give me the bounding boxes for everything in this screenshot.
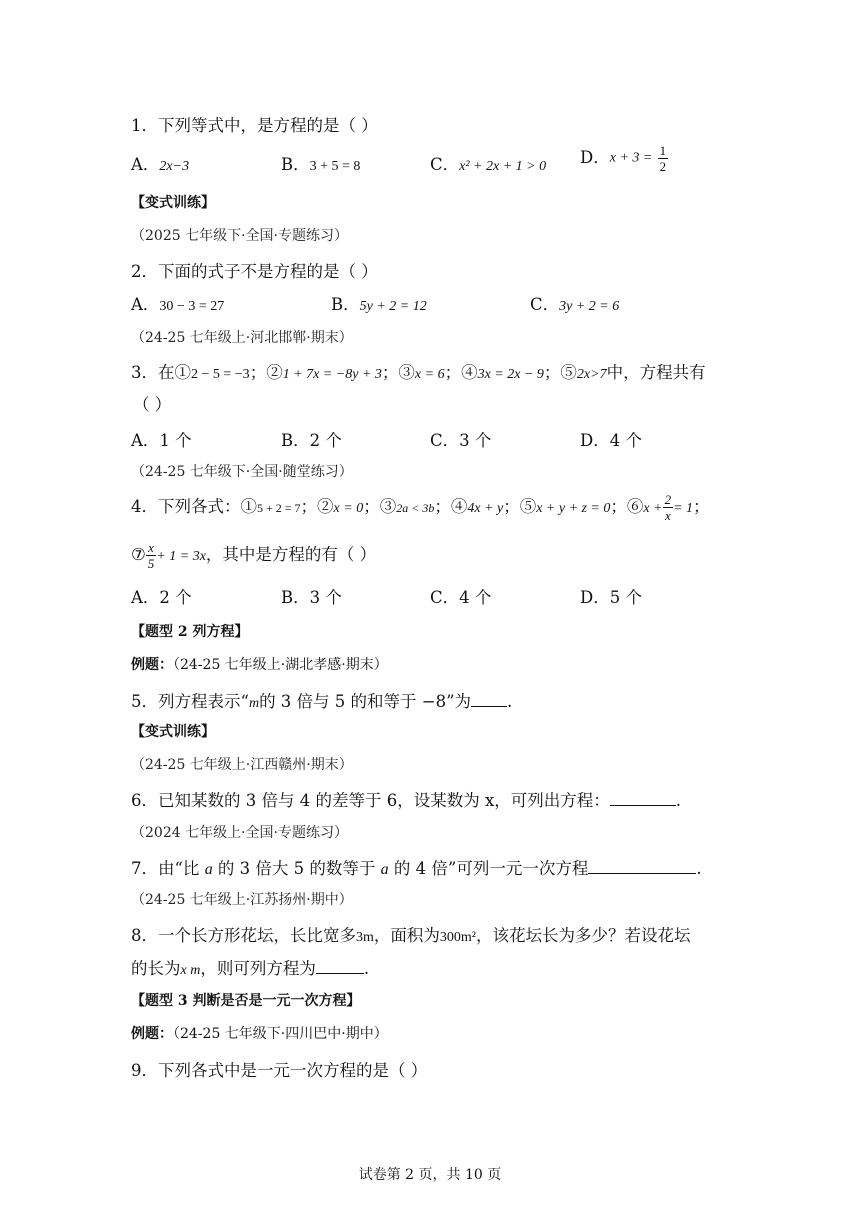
q6-answer-blank[interactable] (610, 791, 676, 806)
q1-stem: 1．下列等式中，是方程的是（ ） (131, 116, 378, 135)
q9-stem: 9．下列各式中是一元一次方程的是（ ） (131, 1061, 428, 1080)
type2-heading: 【题型 2 列方程】 (131, 624, 249, 640)
q1-option-b: B．3 + 5 = 8 (281, 155, 361, 174)
q4-source: （24-25 七年级下·全国·随堂练习） (131, 464, 353, 480)
q3-stem: 3．在①2 − 5 = −3；②1 + 7x = −8y + 3；③x = 6；④3x = 2x − 9；⑤2x>7中，方程共有 (131, 363, 706, 382)
q2-option-b: B．5y + 2 = 12 (331, 295, 427, 314)
q4-option-d: D．5 个 (580, 588, 642, 607)
page-footer: 试卷第 2 页，共 10 页 (358, 1167, 502, 1183)
variant-heading-1: 【变式训练】 (131, 195, 215, 211)
q3-option-d: D．4 个 (580, 431, 642, 450)
q6-source: （24-25 七年级上·江西赣州·期末） (131, 757, 353, 773)
q2-option-c: C．3y + 2 = 6 (530, 295, 620, 314)
q4-option-a: A．2 个 (131, 588, 192, 607)
q2-source: （2025 七年级下·全国·专题练习） (131, 228, 348, 244)
q2-stem: 2．下面的式子不是方程的是（ ） (131, 262, 378, 281)
type3-heading: 【题型 3 判断是否是一元一次方程】 (131, 993, 361, 1009)
q1-option-c: C．x² + 2x + 1 > 0 (430, 155, 547, 174)
q1-option-d: D．x + 3 = $\frac{1}{2}$ (580, 143, 667, 174)
q4-stem-line2: ⑦ $\frac{x}{5}$ + 1 = 3x，其中是方程的有（ ） (131, 540, 377, 571)
q8-source: （24-25 七年级上·江苏扬州·期中） (131, 892, 353, 908)
q3-source: （24-25 七年级上·河北邯郸·期末） (131, 330, 353, 346)
q5-answer-blank[interactable] (471, 692, 507, 707)
q4-stem-line1: 4．下列各式：①5 + 2 = 7；②x = 0；③2a < 3b；④4x + y；⑤x + y + z = 0；⑥x + $\frac{2}{x}$ = 1； (131, 492, 710, 523)
q4-option-b: B．3 个 (281, 588, 342, 607)
q2-option-a: A．30 − 3 = 27 (131, 295, 225, 314)
q8-answer-blank[interactable] (316, 959, 364, 974)
q7-stem: 7．由“比 a 的 3 倍大 5 的数等于 a 的 4 倍”可列一元一次方程 . (131, 859, 702, 878)
q7-answer-blank[interactable] (588, 859, 696, 874)
q8-stem-line2: 的长为x m，则可列方程为 . (131, 959, 370, 978)
q3-option-b: B．2 个 (281, 431, 342, 450)
q7-source: （2024 七年级上·全国·专题练习） (131, 825, 348, 841)
q3-option-a: A．1 个 (131, 431, 192, 450)
q5-stem: 5．列方程表示“m的 3 倍与 5 的和等于 −8”为 . (131, 692, 513, 711)
q1-option-a: A．2x−3 (131, 155, 190, 174)
q1-d-fraction: $\frac{1}{2}$ (659, 143, 667, 174)
q8-stem-line1: 8．一个长方形花坛，长比宽多3m，面积为300m²，该花坛长为多少？若设花坛 (131, 926, 691, 945)
q4-e7-fraction: $\frac{x}{5}$ (147, 540, 155, 571)
variant-heading-2: 【变式训练】 (131, 724, 215, 740)
type3-example: 例题：（24-25 七年级下·四川巴中·期中） (131, 1026, 388, 1042)
q3-option-c: C．3 个 (430, 431, 492, 450)
q4-option-c: C．4 个 (430, 588, 492, 607)
q3-paren: （ ） (133, 395, 172, 414)
q4-e6-fraction: $\frac{2}{x}$ (664, 492, 672, 523)
type2-example: 例题：（24-25 七年级上·湖北孝感·期末） (131, 657, 388, 673)
q6-stem: 6．已知某数的 3 倍与 4 的差等于 6，设某数为 x，可列出方程： . (131, 791, 682, 810)
